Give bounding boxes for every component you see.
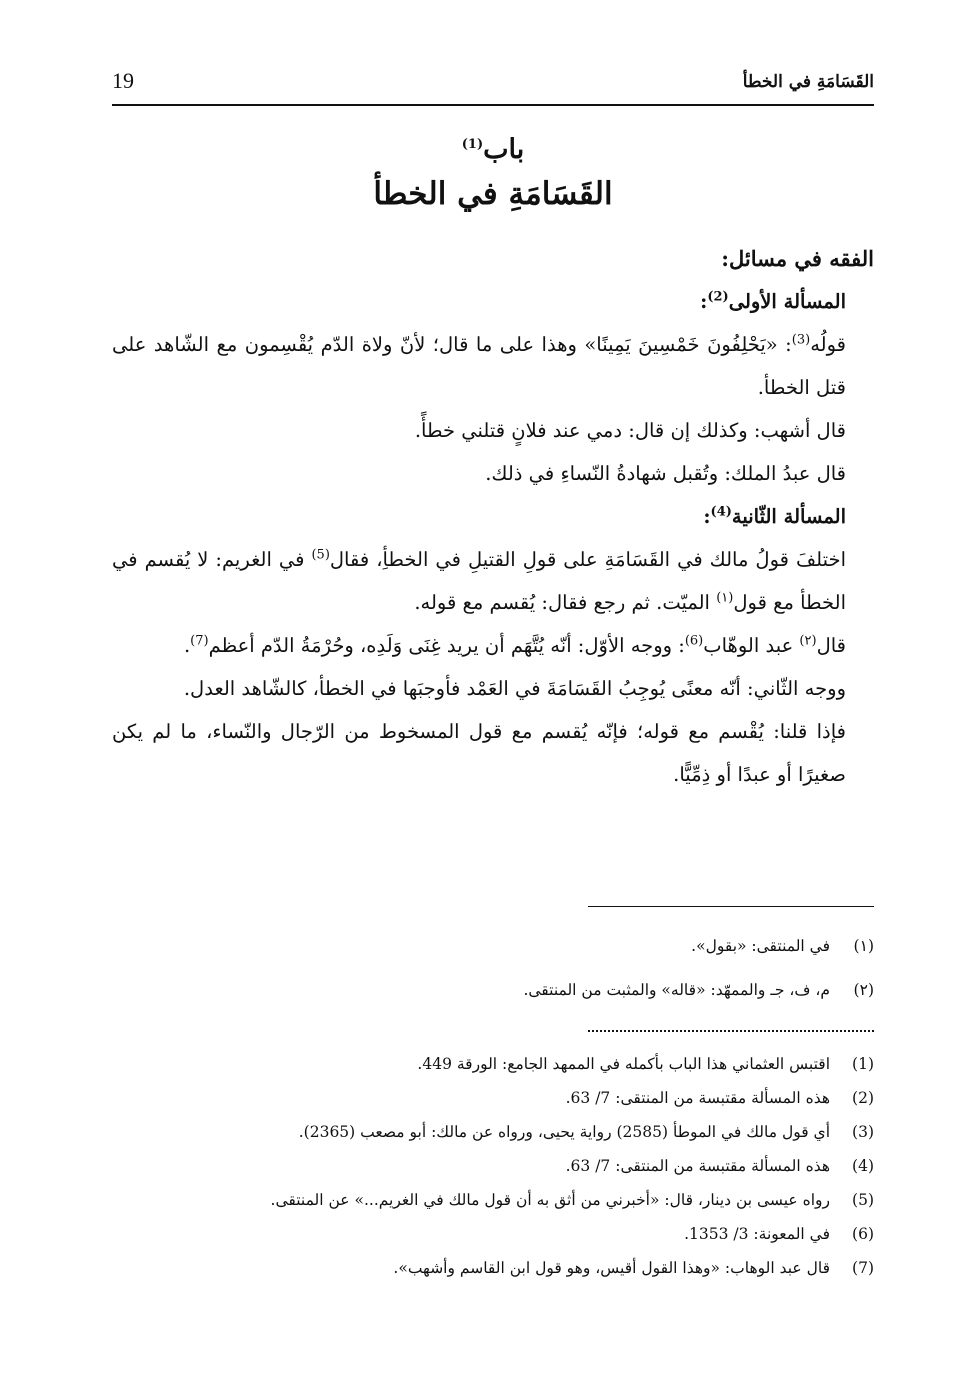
- section-heading: الفقه في مسائل:: [721, 246, 874, 271]
- paragraph: اختلفَ قولُ مالك في القَسَامَةِ على قولِ القتيلِ في الخطأِ، فقال$^{(5)}$ في الغريم: لا يُقسم في الخطأ مع قول$^{(١)}$ الميّت. ثم رجع فقال: يُقسم مع قوله.: [112, 547, 846, 614]
- paragraph: قال أشهب: وكذلك إن قال: دمي عند فلانٍ قتلني خطأً.: [414, 419, 846, 442]
- footnote-item: (6) في المعونة: 3/ 1353.: [684, 1225, 874, 1243]
- editor-footnotes: [112, 1047, 874, 1285]
- chapter-label: باب$^{(1)}$: [461, 134, 525, 165]
- footnote-separator: [588, 906, 874, 907]
- running-title: القَسَامَةِ في الخطأ: [742, 72, 874, 92]
- dotted-separator: [588, 1030, 874, 1032]
- paragraph: قولُه$^{(3)}$: «يَحْلِفُونَ خَمْسِينَ يَمِينًا» وهذا على ما قال؛ لأنّ ولاة الدّم يُقْسِمون مع الشّاهد على قتل الخطأ.: [112, 332, 846, 399]
- title-note-ref: (1): [461, 137, 484, 152]
- footnote-item: (4) هذه المسألة مقتبسة من المنتقى: 7/ 63.: [565, 1157, 874, 1175]
- issue-1-heading: المسألة الأولى$^{(2)}$:: [700, 289, 846, 313]
- paragraph: ووجه الثّاني: أنّه معنًى يُوجِبُ القَسَامَةَ في العَمْد فأوجبَها في الخطأ، كالشّاهد العدل.: [183, 677, 846, 700]
- page-header: [112, 68, 874, 106]
- paragraph: قال$^{(٢)}$ عبد الوهّاب$^{(6)}$: ووجه الأوّل: أنّه يُتَّهَم أن يريد غِنَى وَلَدِه، وحُرْمَةُ الدّم أعظم$^{(7)}$.: [183, 633, 846, 657]
- page-number: 19: [112, 68, 134, 93]
- main-text: [112, 237, 874, 796]
- footnote-item: (5) رواه عيسى بن دينار، قال: «أخبرني من أثق به أن قول مالك في الغريم...» عن المنتقى.: [270, 1191, 874, 1209]
- paragraph: فإذا قلنا: يُقْسم مع قوله؛ فإنّه يُقسم مع قول المسخوط من الرّجال والنّساء، ما لم يكن صغيرًا أو عبدًا أو ذِمِّيًّا.: [112, 720, 846, 786]
- chapter-title: القَسَامَةِ في الخطأ: [373, 176, 613, 212]
- footnote-item: (٢) م، ف، جـ والممهّد: «قاله» والمثبت من المنتقى.: [523, 981, 874, 999]
- issue-2-heading: المسألة الثّانية$^{(4)}$:: [703, 504, 846, 528]
- chapter-title-block: [112, 130, 874, 218]
- footnote-item: (3) أي قول مالك في الموطأ (2585) رواية يحيى، ورواه عن مالك: أبو مصعب (2365).: [298, 1123, 874, 1141]
- footnote-item: (1) اقتبس العثماني هذا الباب بأكمله في الممهد الجامع: الورقة 449.: [417, 1055, 874, 1073]
- footnote-item: (١) في المنتقى: «بقول».: [691, 937, 874, 955]
- footnote-item: (2) هذه المسألة مقتبسة من المنتقى: 7/ 63.: [565, 1089, 874, 1107]
- manuscript-footnotes: [112, 924, 874, 1012]
- footnote-item: (7) قال عبد الوهاب: «وهذا القول أقيس، وهو قول ابن القاسم وأشهب».: [393, 1259, 874, 1277]
- paragraph: قال عبدُ الملك: وتُقبل شهادةُ النّساءِ في ذلك.: [485, 462, 846, 485]
